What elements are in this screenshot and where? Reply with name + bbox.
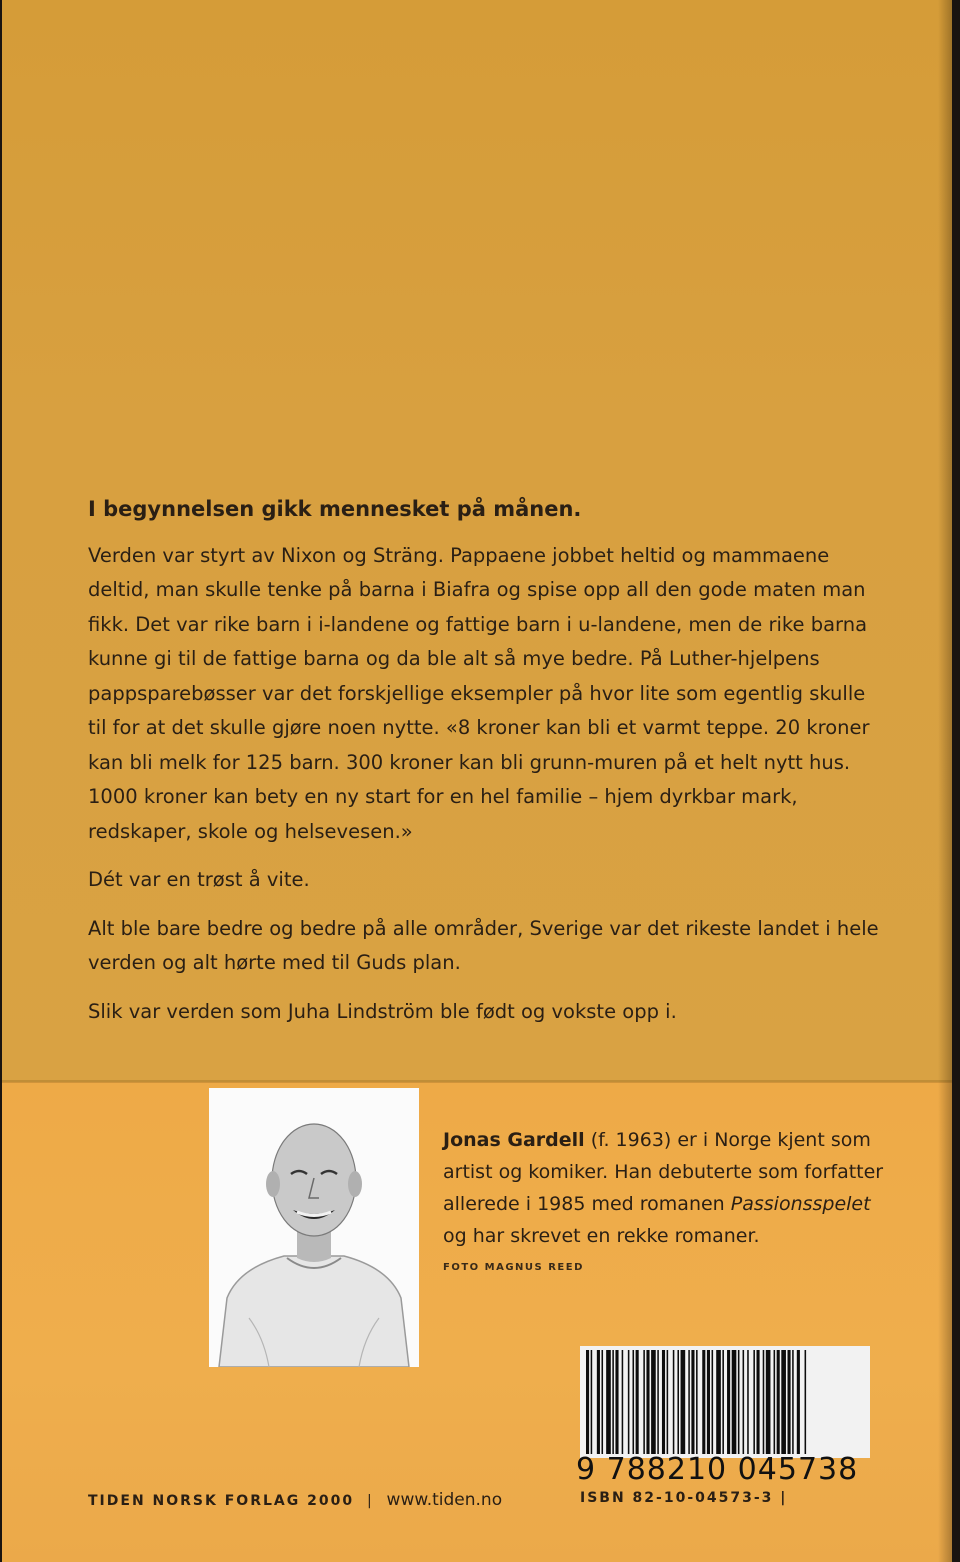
panel-divider [2, 1080, 952, 1083]
blurb-paragraph-2: Dét var en trøst å vite. [88, 868, 310, 891]
author-photo [209, 1088, 419, 1367]
author-name: Jonas Gardell [443, 1129, 585, 1151]
blurb-headline: I begynnelsen gikk mennesket på månen. [88, 497, 582, 521]
spine-edge-shadow [938, 0, 952, 1562]
book-back-cover [2, 0, 952, 1562]
blurb-paragraph-1: Verden var styrt av Nixon og Sträng. Pappaene jobbet heltid og mammaene deltid, man skulle tenke på barna i Biafra og spise opp all den gode maten man fikk. Det var rike barn i i-landene og fattige barn i u-landene, men de rike barna kunne gi til de fattige barna og da ble alt så mye bedre. På Luther-hjelpens pappsparebøsser var det forskjellige eksempler på hvor lite som egentlig skulle til for at det skulle gjøre noen nytte. «8 kroner kan bli et varmt teppe. 20 kroner kan bli melk for 125 barn. 300 kroner kan bli grunn-muren på et helt nytt hus. 1000 kroner kan bety en ny start for en hel familie – hjem dyrkbar mark, redskaper, skole og helsevesen.» [88, 543, 870, 843]
blurb-text [88, 492, 888, 1043]
author-bio [443, 1124, 893, 1252]
publisher-line [88, 1490, 502, 1510]
barcode-digits: 9 788210 045738 [576, 1452, 859, 1487]
novel-title: Passionsspelet [730, 1193, 871, 1215]
photo-credit: FOTO MAGNUS REED [443, 1262, 584, 1273]
author-bio-part-1: (f. 1963) er i Norge kjent som artist og komiker. Han debuterte som forfatter allerede i 1985 med romanen [443, 1129, 884, 1215]
publisher-separator: | [366, 1493, 374, 1509]
isbn-number: ISBN 82-10-04573-3 | [580, 1490, 788, 1506]
blurb-paragraph-4: Slik var verden som Juha Lindström ble født og vokste opp i. [88, 999, 677, 1023]
barcode [580, 1346, 870, 1458]
blurb-paragraph-3: Alt ble bare bedre og bedre på alle områder, Sverige var det rikeste landet i hele verden og alt hørte med til Guds plan. [88, 916, 879, 974]
publisher-url[interactable]: www.tiden.no [386, 1490, 503, 1510]
author-bio-part-2: og har skrevet en rekke romaner. [443, 1225, 760, 1247]
publisher-name: TIDEN NORSK FORLAG 2000 [88, 1493, 355, 1509]
author-portrait-illustration [209, 1088, 419, 1367]
